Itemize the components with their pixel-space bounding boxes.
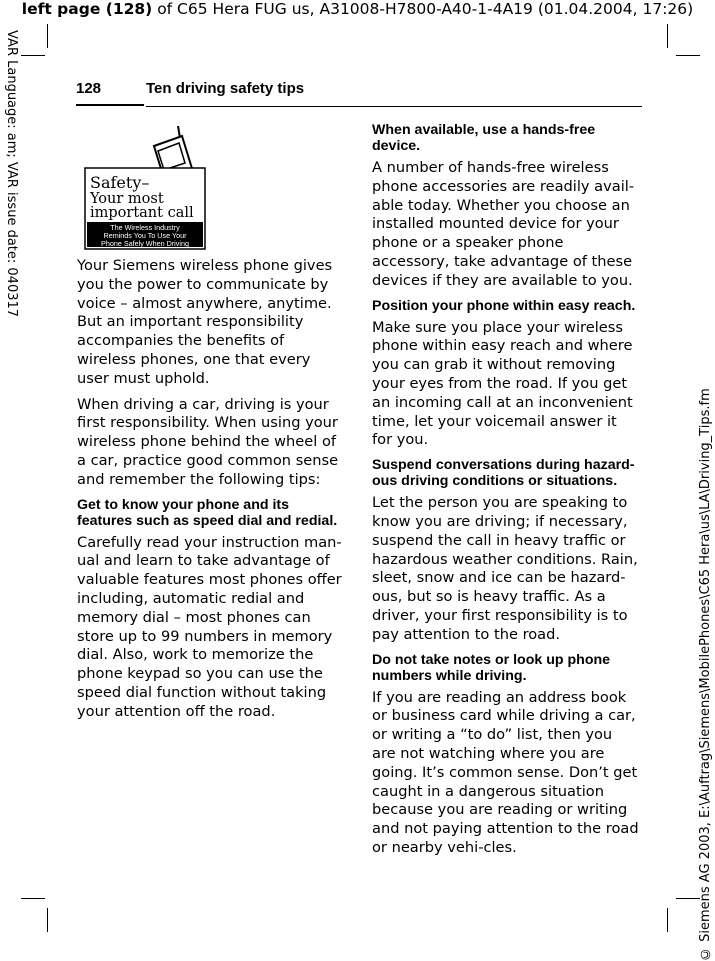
tip-body-notes: If you are reading an address book or business card while driving a car, or writing a “to do” list, then you are not watching where you are going. It’s common sense. Don’t get caught in a dangerous situation because you are reading or writing and not paying attention to the road or nearby vehi-cles. [372,688,639,856]
logo-line3: important call [90,205,194,221]
right-column [372,122,640,865]
tip-body-features: Carefully read your instruction man-ual and learn to take advantage of valuable features most phones offer including, automatic redial and memory dial – most phones can store up to 99 numbers in memory dial. Also, work to memorize the phone keypad so you can use the speed dial function without taking your attention off the road. [77,533,342,720]
var-language-note: VAR Language: am; VAR issue date: 040317 [4,30,19,318]
tip-heading-suspend: Suspend conversations during hazard-ous driving conditions or situations. [372,457,635,490]
print-header-line [0,0,715,18]
print-header-rest: of C65 Hera FUG us, A31008-H7800-A40-1-4A19 (01.04.2004, 17:26) [152,0,694,18]
logo-banner3: Phone Safely When Driving [101,239,189,248]
tip-body-position: Make sure you place your wireless phone within easy reach and where you can grab it without removing your eyes from the road. If you get an incoming call at an inconvenient time, let your voicemail answer it for you. [372,318,633,449]
intro-paragraph: Your Siemens wireless phone gives you the power to communicate by voice – almost anywhere, anytime. But an important responsibility accompanies the benefits of wireless phones, one that every user must uphold. [77,257,333,387]
logo-line2: Your most [90,191,164,207]
tip-heading-notes: Do not take notes or look up phone numbers while driving. [372,651,611,684]
safety-logo [84,124,208,250]
print-header-bold: left page (128) [21,0,153,18]
crop-mark [47,24,48,48]
driving-paragraph: When driving a car, driving is your first responsibility. When using your wireless phone behind the wheel of a car, practice good common sense and remember the following tips: [77,395,339,488]
crop-mark [21,55,45,56]
tip-heading-features: Get to know your phone and its features such as speed dial and redial. [77,496,338,529]
crop-mark [667,24,668,48]
header-rule [146,106,642,107]
tip-body-suspend: Let the person you are speaking to know you are driving; if necessary, suspend the call in heavy traffic or hazardous weather conditions. Rain, sleet, snow and ice can be hazard-ous, but so is heavy traffic. As a driver, your first responsibility is to pay attention to the road. [372,494,638,643]
logo-banner2: Reminds You To Use Your [103,231,187,240]
copyright-path-note: © Siemens AG 2003, E:\Auftrag\Siemens\MobilePhones\C65 Hera\us\LA\Driving_Tips.fm [698,388,713,961]
logo-line1: Safety– [90,173,150,192]
tip-body-handsfree: A number of hands-free wireless phone accessories are readily avail-able today. Whether you choose an installed mounted device for your phone or a speaker phone accessory, take advantage of these devices if they are available to you. [372,159,635,289]
left-column [77,257,343,729]
crop-mark [667,908,668,932]
logo-banner1: The Wireless Industry [110,223,180,232]
tip-heading-position: Position your phone within easy reach. [372,297,636,314]
crop-mark [47,908,48,932]
page-number: 128 [76,80,102,97]
page-title: Ten driving safety tips [146,80,305,97]
tip-heading-handsfree: When available, use a hands-free device. [372,122,596,154]
crop-mark [676,55,700,56]
crop-mark [21,898,45,899]
header-rule-left [76,104,144,106]
